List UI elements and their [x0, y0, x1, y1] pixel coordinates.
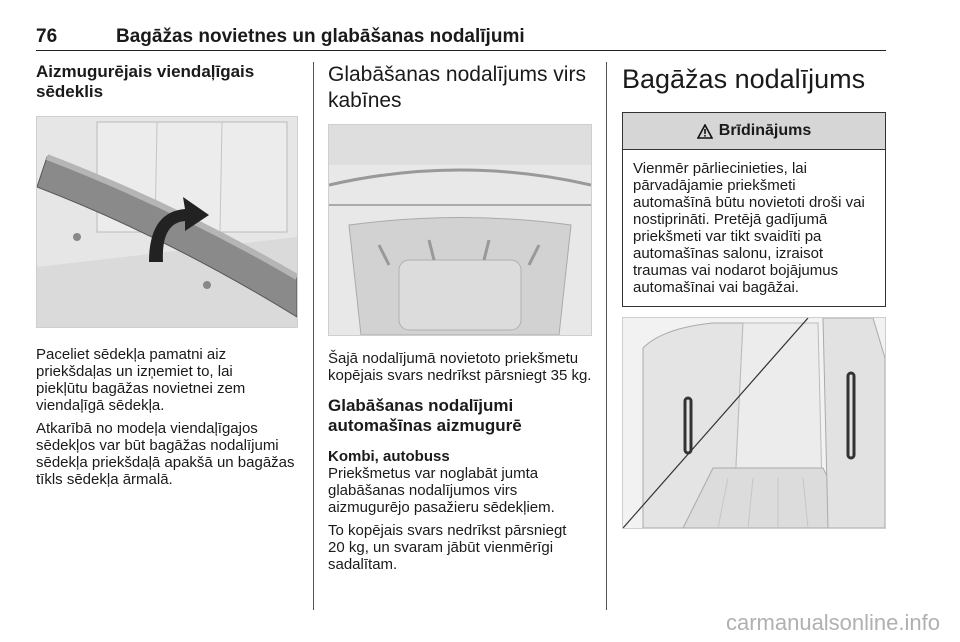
section-heading: Aizmugurējais viendaļīgais sēdeklis [36, 62, 255, 101]
seat-illustration [36, 116, 298, 328]
paragraph: Atkarībā no modeļa viendaļīgajos sēdekļos var būt bagāžas nodalījumi sēdekļa priekšdaļā apakšā un bagāžas tīkls sēdekļa ārmalā. [36, 420, 295, 488]
overhead-storage-illustration [328, 124, 592, 336]
paragraph: Paceliet sēdekļa pamatni aiz priekšdaļas un izņemiet to, lai piekļūtu bagāžas novietnei zem viendaļīgā sēdekļa. [36, 346, 246, 414]
paragraph: To kopējais svars nedrīkst pārsniegt 20 kg, un svaram jābūt vienmērīgi sadalītam. [328, 522, 567, 573]
seat-lift-figure [37, 117, 297, 327]
warning-box [622, 112, 886, 307]
paragraph: Šajā nodalījumā novietoto priekšmetu kopējais svars nedrīkst pārsniegt 35 kg. [328, 350, 592, 384]
watermark: carmanualsonline.info [725, 610, 940, 635]
page-number: 76 [36, 26, 58, 47]
section-heading: Bagāžas nodalījums [622, 64, 866, 94]
running-title: Bagāžas novietnes un glabāšanas nodalījumi [116, 26, 525, 47]
model-label: Kombi, autobuss [328, 448, 450, 465]
warning-title: Brīdinājums [718, 122, 812, 139]
warning-header [623, 113, 885, 150]
warning-body [623, 150, 885, 306]
column-seat-storage [36, 62, 298, 488]
column-overhead-storage [328, 62, 592, 573]
page-header [36, 22, 886, 51]
column-divider [313, 62, 314, 610]
warning-triangle-icon [697, 124, 713, 139]
subsection-heading: Glabāšanas nodalījumi automašīnas aizmugurē [328, 396, 522, 435]
luggage-compartment-illustration [622, 317, 886, 529]
column-luggage [622, 62, 886, 529]
cargo-figure [623, 318, 885, 528]
overhead-figure [329, 125, 591, 335]
warning-text: Vienmēr pārliecinieties, lai pārvadājamie priekšmeti automašīnā būtu novietoti droši vai nostiprināti. Pretējā gadījumā priekšmeti var tikt svaidīti pa automašīnas salonu, izraisot traumas vai nodarot bojājumus automašīnai vai bagāžai. [633, 160, 865, 296]
column-divider [606, 62, 607, 610]
paragraph: Priekšmetus var noglabāt jumta glabāšanas nodalījumos virs aizmugurējo pasažieru sēdekļiem. [328, 465, 555, 516]
section-heading: Glabāšanas nodalījums virs kabīnes [328, 63, 586, 112]
